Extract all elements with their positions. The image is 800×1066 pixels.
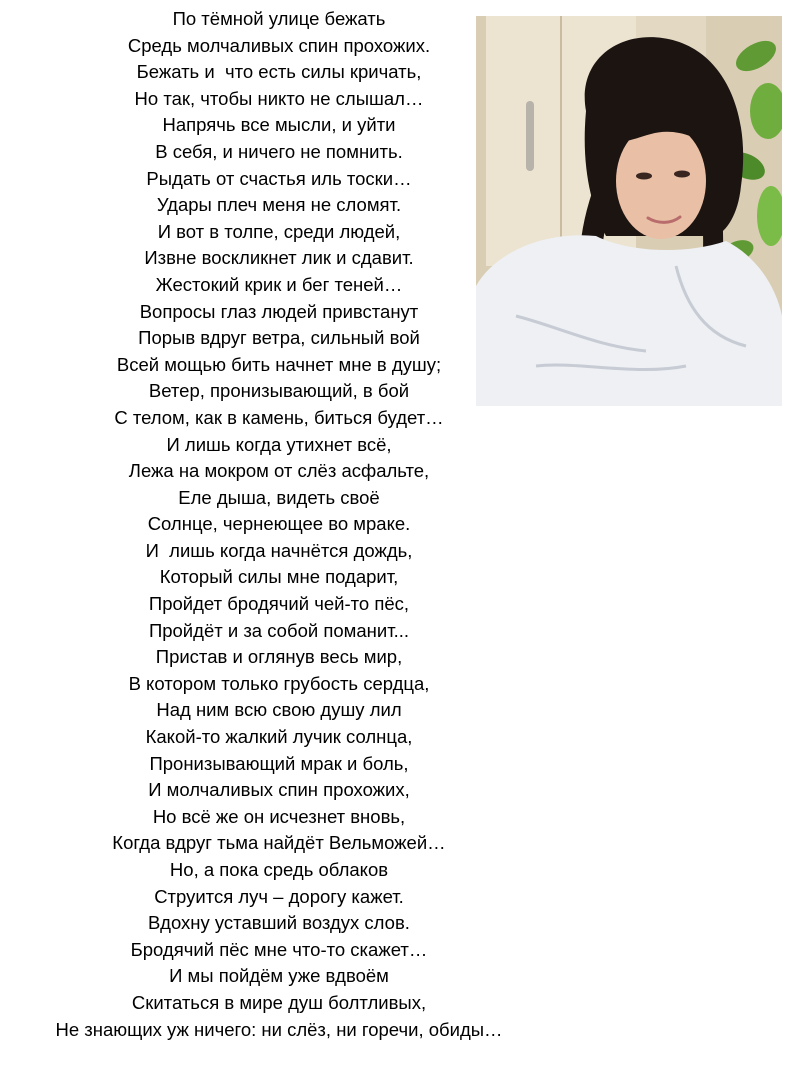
poem-line: Рыдать от счастья иль тоски… bbox=[146, 167, 412, 189]
poem-line: Но, а пока средь облаков bbox=[169, 859, 389, 880]
poem-line: Напрячь все мысли, и уйти bbox=[162, 114, 396, 136]
poem-line: С телом, как в камень, биться будет… bbox=[114, 406, 444, 428]
poem-line: Порыв вдруг ветра, сильный вой bbox=[138, 327, 420, 349]
poem-line: Который силы мне подарит, bbox=[159, 566, 399, 588]
poem-line: Вопросы глаз людей привстанут bbox=[139, 300, 419, 322]
poem-line: Солнце, чернеющее во мраке. bbox=[147, 513, 411, 535]
poem-line: И лишь когда утихнет всё, bbox=[166, 433, 392, 455]
poem-line: Удары плеч меня не сломят. bbox=[156, 194, 402, 216]
poem-line: Всей мощью бить начнет мне в душу; bbox=[116, 353, 442, 375]
photo-blouse bbox=[476, 235, 782, 406]
poem-line: Не знающих уж ничего: ни слёз, ни горечи, обиды… bbox=[55, 1018, 503, 1040]
poem-line: Бродячий пёс мне что-то скажет… bbox=[130, 938, 428, 960]
poem-line: И мы пойдём уже вдвоём bbox=[169, 965, 389, 987]
poem-line: Лежа на мокром от слёз асфальте, bbox=[128, 460, 430, 482]
poem-line: Когда вдруг тьма найдёт Вельможей… bbox=[112, 832, 446, 854]
poem-line: Но всё же он исчезнет вновь, bbox=[152, 805, 406, 827]
portrait-photo bbox=[476, 16, 782, 406]
poem-line: Пройдёт и за собой поманит... bbox=[148, 619, 410, 641]
poem-line: И вот в толпе, среди людей, bbox=[157, 220, 401, 242]
poem-line: Вдохну уставший воздух слов. bbox=[148, 912, 410, 934]
poem-line: Извне воскликнет лик и сдавит. bbox=[144, 247, 414, 269]
poem-line: Над ним всю свою душу лил bbox=[156, 699, 402, 721]
poem-line: По тёмной улице бежать bbox=[172, 8, 386, 29]
poem-line: Струится луч – дорогу кажет. bbox=[154, 885, 404, 907]
poem-line: Бежать и что есть силы кричать, bbox=[136, 61, 422, 83]
photo-cabinet-handle bbox=[526, 101, 534, 171]
poem-line: Жестокий крик и бег теней… bbox=[155, 273, 403, 295]
poem-line: Пройдет бродячий чей-то пёс, bbox=[148, 593, 410, 615]
poem-line: Пронизывающий мрак и боль, bbox=[149, 752, 409, 774]
poem-line: Скитаться в мире душ болтливых, bbox=[131, 991, 427, 1013]
poem-line: Но так, чтобы никто не слышал… bbox=[134, 87, 424, 109]
poem-line: И лишь когда начнётся дождь, bbox=[145, 539, 413, 561]
poem-line: Пристав и оглянув весь мир, bbox=[155, 646, 403, 668]
poem-line: В котором только грубость сердца, bbox=[128, 672, 430, 694]
poem-text bbox=[0, 6, 558, 1043]
poem-line: Еле дыша, видеть своё bbox=[178, 486, 380, 508]
poem-line: Какой-то жалкий лучик солнца, bbox=[145, 726, 413, 748]
poem-line: Ветер, пронизывающий, в бой bbox=[148, 380, 410, 402]
poem-line: И молчаливых спин прохожих, bbox=[148, 779, 410, 801]
poem-line: Средь молчаливых спин прохожих. bbox=[127, 34, 431, 56]
poem-line: В себя, и ничего не помнить. bbox=[155, 140, 403, 162]
